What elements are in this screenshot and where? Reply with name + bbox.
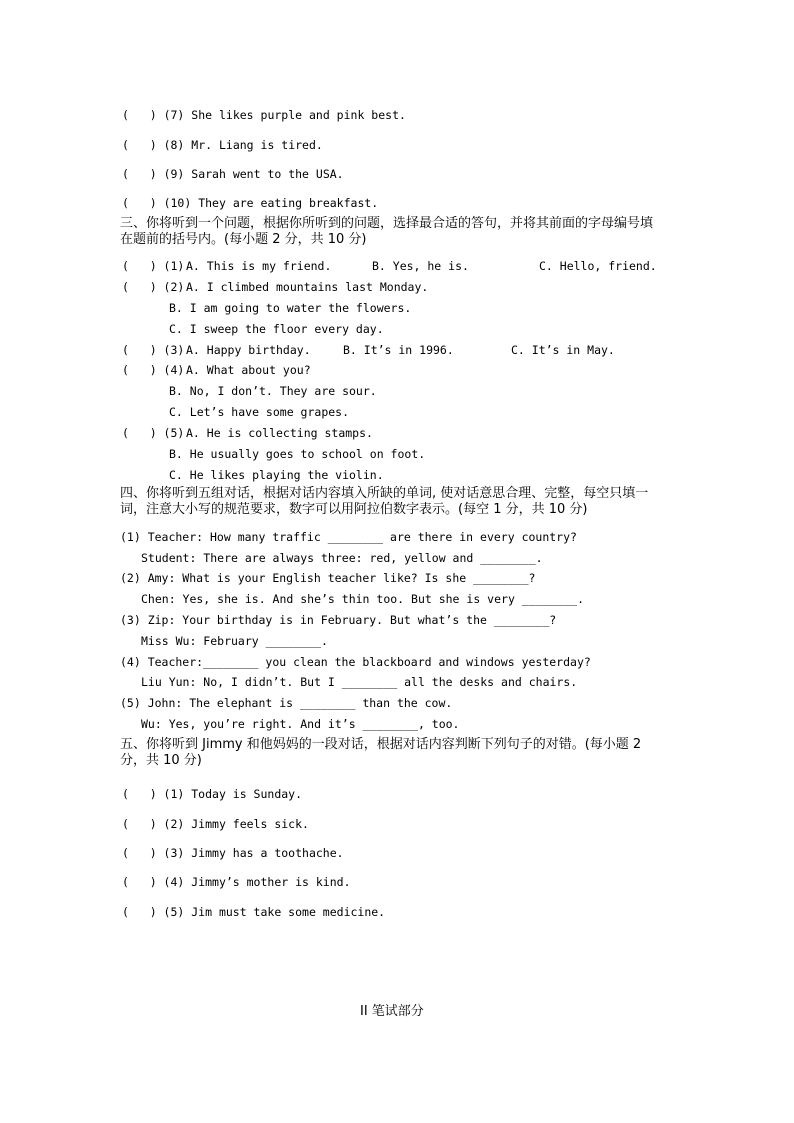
answer-paren: ( ): [122, 138, 157, 152]
s3-q3-option-a: A. Happy birthday.: [186, 343, 311, 357]
s4-line: Liu Yun: No, I didn’t. But I ________ all the desks and chairs.: [141, 675, 578, 689]
s3-q5-option-c: C. He likes playing the violin.: [169, 468, 384, 482]
s3-q2-lead: ( ) (2): [122, 280, 185, 294]
s5-item-5: [122, 905, 385, 919]
item-text: Jimmy feels sick.: [191, 817, 309, 831]
item-number: (10): [163, 196, 192, 210]
item-lead: ( ) (4): [122, 875, 185, 889]
item-text: They are eating breakfast.: [198, 196, 379, 210]
item-text: Sarah went to the USA.: [191, 167, 344, 181]
s3-q3-lead: ( ) (3): [122, 343, 185, 357]
s5-item-2: [122, 817, 309, 831]
tf-item-8: [122, 138, 323, 152]
s3-q4-lead: ( ) (4): [122, 363, 185, 377]
s3-q1-option-a: A. This is my friend.: [186, 259, 332, 273]
s4-line: Student: There are always three: red, yellow and ________.: [141, 551, 543, 565]
s4-line: (1) Teacher: How many traffic ________ are there in every country?: [120, 530, 577, 544]
s4-line: (4) Teacher:________ you clean the blackboard and windows yesterday?: [120, 655, 591, 669]
s3-q2-option-b: B. I am going to water the flowers.: [169, 301, 412, 315]
item-number: (9): [163, 167, 185, 181]
s3-q4-option-a: A. What about you?: [186, 363, 311, 377]
s3-q3-option-c: C. It’s in May.: [511, 343, 615, 357]
item-lead: ( ) (1): [122, 787, 185, 801]
item-number: (7): [163, 108, 185, 122]
item-text: She likes purple and pink best.: [191, 108, 406, 122]
part2-title: II 笔试部分: [360, 1004, 424, 1019]
item-text: Jimmy has a toothache.: [191, 846, 344, 860]
item-text: Jimmy’s mother is kind.: [191, 875, 351, 889]
item-lead: ( ) (5): [122, 905, 185, 919]
section4-heading: 四、你将听到五组对话，根据对话内容填入所缺的单词, 使对话意思合理、完整，每空只填一词，注意大小写的规范要求，数字可以用阿拉伯数字表示。(每空 1 分，共 10 分): [120, 486, 649, 517]
s3-q4-option-c: C. Let’s have some grapes.: [169, 405, 350, 419]
tf-item-9: [122, 167, 344, 181]
s3-q2-option-c: C. I sweep the floor every day.: [169, 322, 384, 336]
s4-line: Miss Wu: February ________.: [141, 634, 328, 648]
s3-q5-lead: ( ) (5): [122, 426, 185, 440]
item-number: (8): [163, 138, 185, 152]
s3-q4-option-b: B. No, I don’t. They are sour.: [169, 384, 377, 398]
item-text: Jim must take some medicine.: [191, 905, 386, 919]
s3-q3-option-b: B. It’s in 1996.: [343, 343, 454, 357]
tf-item-10: [122, 196, 378, 210]
s4-line: Chen: Yes, she is. And she’s thin too. But she is very ________.: [141, 592, 585, 606]
s5-item-1: [122, 787, 302, 801]
s3-q5-option-b: B. He usually goes to school on foot.: [169, 447, 426, 461]
s5-item-4: [122, 875, 351, 889]
answer-paren: ( ): [122, 196, 157, 210]
s3-q1-lead: ( ) (1): [122, 259, 185, 273]
s4-line: (2) Amy: What is your English teacher like? Is she ________?: [120, 571, 536, 585]
s3-q5-option-a: A. He is collecting stamps.: [186, 426, 373, 440]
answer-paren: ( ): [122, 108, 157, 122]
section3-heading: 三、你将听到一个问题，根据你所听到的问题，选择最合适的答句，并将其前面的字母编号填在题前的括号内。(每小题 2 分，共 10 分): [120, 216, 654, 247]
item-lead: ( ) (2): [122, 817, 185, 831]
s4-line: (5) John: The elephant is ________ than the cow.: [120, 696, 453, 710]
s3-q2-option-a: A. I climbed mountains last Monday.: [186, 280, 429, 294]
s3-q1-option-b: B. Yes, he is.: [372, 259, 469, 273]
s5-item-3: [122, 846, 344, 860]
s3-q1-option-c: C. Hello, friend.: [539, 259, 657, 273]
section5-heading: 五、你将听到 Jimmy 和他妈妈的一段对话，根据对话内容判断下列句子的对错。(每小题 2 分，共 10 分): [120, 737, 642, 768]
tf-item-7: [122, 108, 406, 122]
s4-line: Wu: Yes, you’re right. And it’s ________, too.: [141, 717, 460, 731]
item-text: Today is Sunday.: [191, 787, 303, 801]
answer-paren: ( ): [122, 167, 157, 181]
item-lead: ( ) (3): [122, 846, 185, 860]
s4-line: (3) Zip: Your birthday is in February. But what’s the ________?: [120, 613, 557, 627]
item-text: Mr. Liang is tired.: [191, 138, 323, 152]
